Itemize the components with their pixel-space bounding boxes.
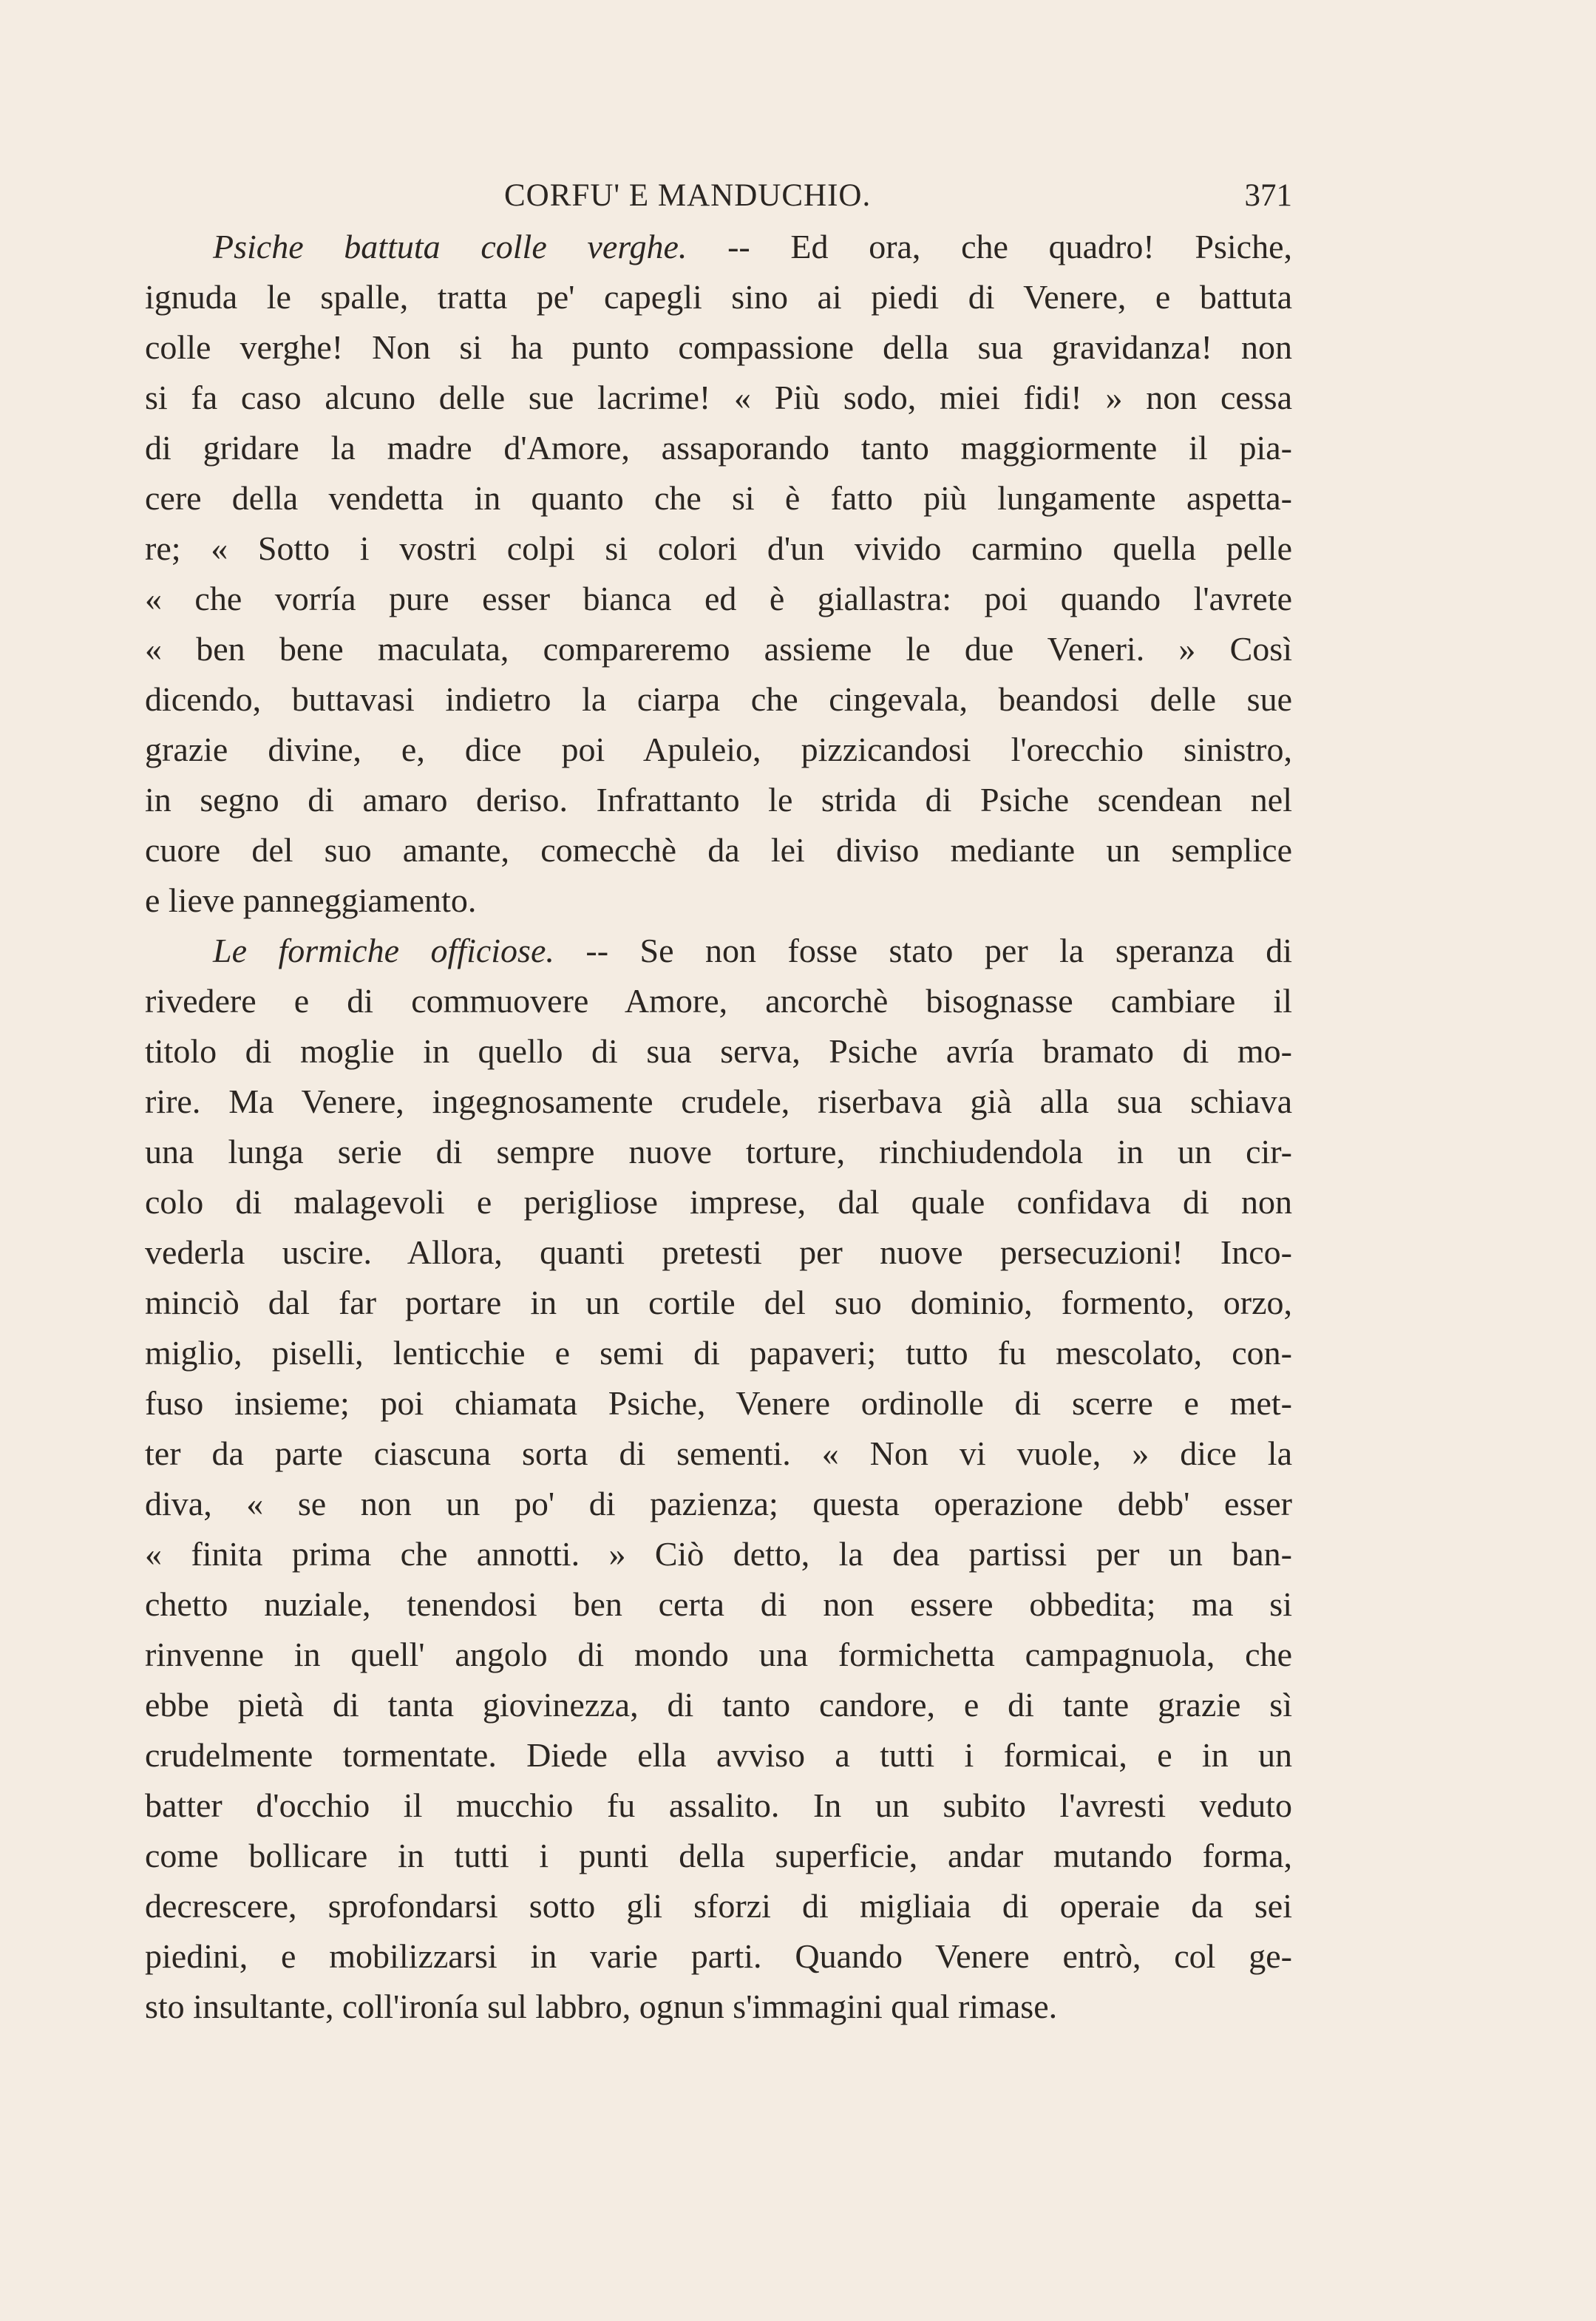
text-line: « ben bene maculata, compareremo assieme le due Veneri. » Così [145,630,1292,668]
text-line: minciò dal far portare in un cortile del suo dominio, formento, orzo, [145,1284,1292,1321]
line-text: -- Ed ora, che quadro! Psiche, [687,228,1292,265]
text-line: batter d'occhio il mucchio fu assalito. In un subito l'avresti veduto [145,1786,1292,1824]
text-line: vederla uscire. Allora, quanti pretesti per nuove persecuzioni! Inco- [145,1233,1292,1271]
text-line: ignuda le spalle, tratta pe' capegli sino ai piedi di Venere, e battuta [145,278,1292,316]
text-line: sto insultante, coll'ironía sul labbro, ognun s'immagini qual rimase. [145,1988,1058,2025]
text-line: e lieve panneggiamento. [145,881,477,919]
text-line: diva, « se non un po' di pazienza; questa operazione debb' esser [145,1485,1292,1522]
text-line: una lunga serie di sempre nuove torture, rinchiudendola in un cir- [145,1133,1292,1170]
running-head [145,177,1292,222]
text-line: titolo di moglie in quello di sua serva, Psiche avría bramato di mo- [145,1032,1292,1070]
text-line: chetto nuziale, tenendosi ben certa di non essere obbedita; ma si [145,1585,1292,1623]
text-line: grazie divine, e, dice poi Apuleio, pizzicandosi l'orecchio sinistro, [145,731,1292,768]
text-line: dicendo, buttavasi indietro la ciarpa che cingevala, beandosi delle sue [145,680,1292,718]
text-line: di gridare la madre d'Amore, assaporando tanto maggiormente il pia- [145,429,1292,467]
text-line: decrescere, sprofondarsi sotto gli sforzi di migliaia di operaie da sei [145,1887,1292,1925]
text-block [145,222,1292,2032]
text-line: rinvenne in quell' angolo di mondo una formichetta campagnuola, che [145,1636,1292,1673]
text-line: miglio, piselli, lenticchie e semi di papaveri; tutto fu mescolato, con- [145,1334,1292,1372]
text-line: ebbe pietà di tanta giovinezza, di tanto candore, e di tante grazie sì [145,1686,1292,1724]
text-line: crudelmente tormentate. Diede ella avviso a tutti i formicai, e in un [145,1736,1292,1774]
text-line [145,926,1292,976]
paragraph-psiche-battuta [145,222,1292,926]
section-title: Le formiche officiose. [213,932,554,969]
running-title: CORFU' E MANDUCHIO. [504,178,872,213]
section-title: Psiche battuta colle verghe. [213,228,687,265]
page-number: 371 [1244,178,1292,213]
text-line: « finita prima che annotti. » Ciò detto, la dea partissi per un ban- [145,1535,1292,1573]
text-line: in segno di amaro deriso. Infrattanto le strida di Psiche scendean nel [145,781,1292,819]
text-line: colo di malagevoli e perigliose imprese, dal quale confidava di non [145,1183,1292,1221]
text-line: come bollicare in tutti i punti della superficie, andar mutando forma, [145,1837,1292,1874]
text-line: colle verghe! Non si ha punto compassione della sua gravidanza! non [145,328,1292,366]
text-line: cuore del suo amante, comecchè da lei diviso mediante un semplice [145,831,1292,869]
text-line: re; « Sotto i vostri colpi si colori d'un vivido carmino quella pelle [145,529,1292,567]
text-line: piedini, e mobilizzarsi in varie parti. Quando Venere entrò, col ge- [145,1937,1292,1975]
text-line: ter da parte ciascuna sorta di sementi. « Non vi vuole, » dice la [145,1434,1292,1472]
text-line: rire. Ma Venere, ingegnosamente crudele, riserbava già alla sua schiava [145,1082,1292,1120]
text-line: rivedere e di commuovere Amore, ancorchè bisognasse cambiare il [145,982,1292,1020]
text-line: cere della vendetta in quanto che si è fatto più lungamente aspetta- [145,479,1292,517]
text-line: fuso insieme; poi chiamata Psiche, Venere ordinolle di scerre e met- [145,1384,1292,1422]
text-line: si fa caso alcuno delle sue lacrime! « Più sodo, miei fidi! » non cessa [145,379,1292,416]
text-line: « che vorría pure esser bianca ed è giallastra: poi quando l'avrete [145,580,1292,617]
paragraph-formiche-officiose [145,926,1292,2032]
line-text: -- Se non fosse stato per la speranza di [554,932,1293,969]
text-line [145,222,1292,272]
